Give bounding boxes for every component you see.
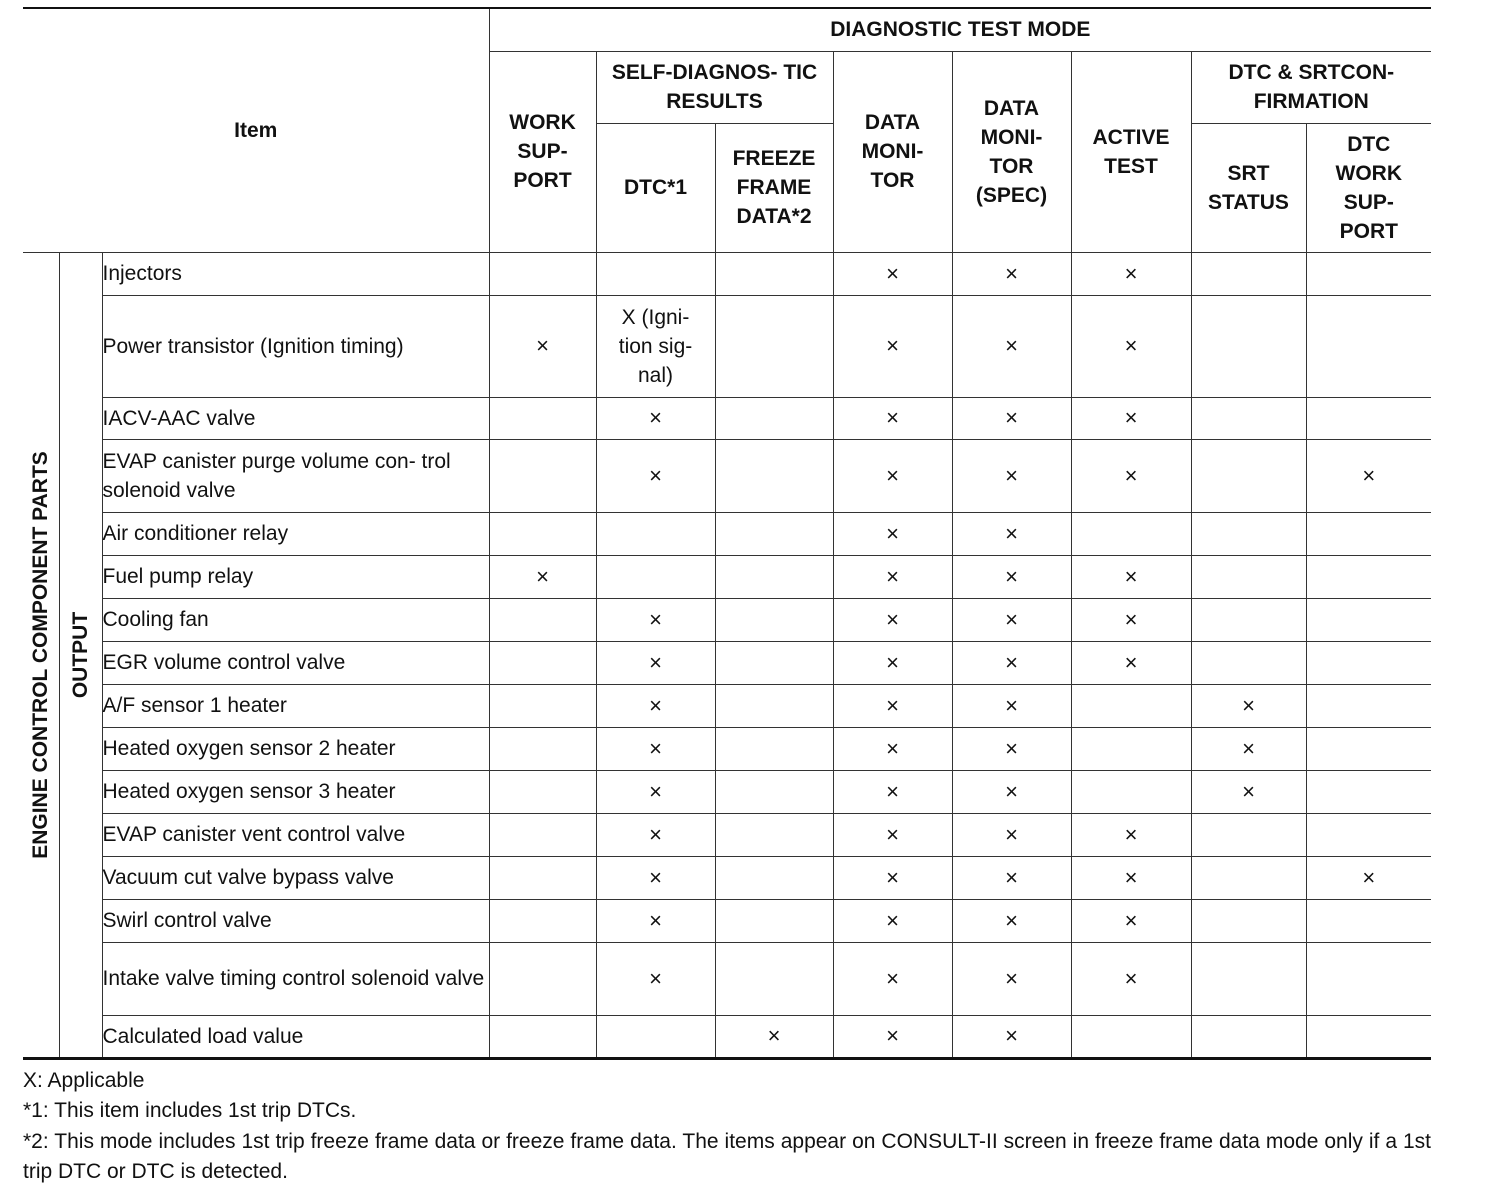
active-test-header: ACTIVE TEST bbox=[1071, 51, 1191, 252]
work-support-cell bbox=[489, 641, 596, 684]
data-monitor-cell: × bbox=[833, 598, 952, 641]
dtc-cell: X (Igni- tion sig- nal) bbox=[596, 295, 715, 397]
freeze-frame-cell bbox=[715, 295, 833, 397]
item-name-cell: Heated oxygen sensor 3 heater bbox=[102, 770, 489, 813]
active-test-cell: × bbox=[1071, 813, 1191, 856]
freeze-frame-cell bbox=[715, 252, 833, 295]
work-support-cell bbox=[489, 1015, 596, 1058]
dtc-cell bbox=[596, 555, 715, 598]
subgroup-label-cell bbox=[59, 252, 102, 1058]
footnotes bbox=[23, 1066, 1431, 1188]
table-row bbox=[23, 641, 1431, 684]
active-test-cell: × bbox=[1071, 439, 1191, 512]
item-name-cell: EGR volume control valve bbox=[102, 641, 489, 684]
srt-status-cell bbox=[1191, 252, 1306, 295]
active-test-cell bbox=[1071, 512, 1191, 555]
item-name-cell: Fuel pump relay bbox=[102, 555, 489, 598]
dtc-cell: × bbox=[596, 813, 715, 856]
srt-status-cell bbox=[1191, 641, 1306, 684]
table-row bbox=[23, 813, 1431, 856]
data-monitor-spec-cell: × bbox=[952, 397, 1071, 439]
freeze-frame-cell bbox=[715, 899, 833, 942]
table-row bbox=[23, 439, 1431, 512]
dtc-cell: × bbox=[596, 856, 715, 899]
dtc-work-support-cell bbox=[1306, 1015, 1431, 1058]
output-label: OUTPUT bbox=[68, 611, 92, 698]
table-row bbox=[23, 770, 1431, 813]
work-support-cell bbox=[489, 512, 596, 555]
dtc-cell: × bbox=[596, 397, 715, 439]
table-row bbox=[23, 252, 1431, 295]
dtc-work-support-cell bbox=[1306, 598, 1431, 641]
work-support-cell: × bbox=[489, 295, 596, 397]
dtc-cell bbox=[596, 252, 715, 295]
data-monitor-spec-cell: × bbox=[952, 727, 1071, 770]
work-support-cell: × bbox=[489, 555, 596, 598]
data-monitor-cell: × bbox=[833, 555, 952, 598]
freeze-frame-data-header: FREEZE FRAME DATA*2 bbox=[715, 123, 833, 252]
active-test-cell bbox=[1071, 770, 1191, 813]
data-monitor-cell: × bbox=[833, 397, 952, 439]
item-name-cell: Calculated load value bbox=[102, 1015, 489, 1058]
footnote-applicable: X: Applicable bbox=[23, 1068, 145, 1092]
dtc-cell: × bbox=[596, 439, 715, 512]
freeze-frame-cell bbox=[715, 770, 833, 813]
data-monitor-header: DATA MONI- TOR bbox=[833, 51, 952, 252]
dtc-work-support-cell bbox=[1306, 942, 1431, 1015]
table-row bbox=[23, 684, 1431, 727]
srt-status-cell: × bbox=[1191, 770, 1306, 813]
table-row bbox=[23, 727, 1431, 770]
table-row bbox=[23, 555, 1431, 598]
dtc-srt-confirmation-header: DTC & SRTCON- FIRMATION bbox=[1191, 51, 1431, 123]
data-monitor-cell: × bbox=[833, 770, 952, 813]
data-monitor-cell: × bbox=[833, 727, 952, 770]
srt-status-cell bbox=[1191, 295, 1306, 397]
dtc-cell: × bbox=[596, 641, 715, 684]
srt-status-cell bbox=[1191, 899, 1306, 942]
work-support-cell bbox=[489, 439, 596, 512]
active-test-cell: × bbox=[1071, 555, 1191, 598]
freeze-frame-cell bbox=[715, 397, 833, 439]
work-support-cell bbox=[489, 598, 596, 641]
data-monitor-spec-cell: × bbox=[952, 555, 1071, 598]
dtc-cell: × bbox=[596, 598, 715, 641]
work-support-cell bbox=[489, 856, 596, 899]
dtc-work-support-cell bbox=[1306, 512, 1431, 555]
active-test-cell bbox=[1071, 727, 1191, 770]
active-test-cell bbox=[1071, 1015, 1191, 1058]
freeze-frame-cell bbox=[715, 555, 833, 598]
work-support-cell bbox=[489, 727, 596, 770]
srt-status-cell bbox=[1191, 397, 1306, 439]
data-monitor-cell: × bbox=[833, 899, 952, 942]
diagnostic-test-mode-header: DIAGNOSTIC TEST MODE bbox=[489, 8, 1431, 51]
dtc-work-support-cell bbox=[1306, 555, 1431, 598]
data-monitor-spec-cell: × bbox=[952, 899, 1071, 942]
dtc-work-support-cell bbox=[1306, 295, 1431, 397]
data-monitor-spec-cell: × bbox=[952, 252, 1071, 295]
active-test-cell bbox=[1071, 684, 1191, 727]
data-monitor-spec-cell: × bbox=[952, 856, 1071, 899]
srt-status-cell: × bbox=[1191, 727, 1306, 770]
freeze-frame-cell bbox=[715, 684, 833, 727]
table-row bbox=[23, 295, 1431, 397]
data-monitor-cell: × bbox=[833, 942, 952, 1015]
dtc-cell: × bbox=[596, 899, 715, 942]
work-support-cell bbox=[489, 397, 596, 439]
data-monitor-spec-cell: × bbox=[952, 942, 1071, 1015]
active-test-cell: × bbox=[1071, 598, 1191, 641]
work-support-cell bbox=[489, 684, 596, 727]
dtc-cell: × bbox=[596, 942, 715, 1015]
item-name-cell: Intake valve timing control solenoid valve bbox=[102, 942, 489, 1015]
dtc-header: DTC*1 bbox=[596, 123, 715, 252]
table-row bbox=[23, 397, 1431, 439]
dtc-work-support-cell bbox=[1306, 899, 1431, 942]
table-row bbox=[23, 1015, 1431, 1058]
dtc-work-support-cell bbox=[1306, 727, 1431, 770]
freeze-frame-cell bbox=[715, 439, 833, 512]
active-test-cell: × bbox=[1071, 295, 1191, 397]
data-monitor-spec-cell: × bbox=[952, 512, 1071, 555]
diagnostic-test-mode-document bbox=[23, 7, 1431, 1188]
active-test-cell: × bbox=[1071, 899, 1191, 942]
data-monitor-cell: × bbox=[833, 813, 952, 856]
group-label-cell bbox=[23, 252, 59, 1058]
freeze-frame-cell bbox=[715, 598, 833, 641]
item-name-cell: EVAP canister vent control valve bbox=[102, 813, 489, 856]
work-support-cell bbox=[489, 899, 596, 942]
data-monitor-spec-cell: × bbox=[952, 439, 1071, 512]
item-name-cell: A/F sensor 1 heater bbox=[102, 684, 489, 727]
freeze-frame-cell bbox=[715, 727, 833, 770]
srt-status-cell bbox=[1191, 512, 1306, 555]
active-test-cell: × bbox=[1071, 397, 1191, 439]
data-monitor-spec-header: DATA MONI- TOR (SPEC) bbox=[952, 51, 1071, 252]
diagnostic-mode-table bbox=[23, 7, 1431, 1060]
srt-status-cell bbox=[1191, 1015, 1306, 1058]
data-monitor-cell: × bbox=[833, 1015, 952, 1058]
data-monitor-cell: × bbox=[833, 641, 952, 684]
dtc-work-support-cell bbox=[1306, 813, 1431, 856]
dtc-work-support-cell: × bbox=[1306, 856, 1431, 899]
item-name-cell: Cooling fan bbox=[102, 598, 489, 641]
dtc-cell bbox=[596, 1015, 715, 1058]
item-name-cell: EVAP canister purge volume con- trol solenoid valve bbox=[102, 439, 489, 512]
footnote-1: *1: This item includes 1st trip DTCs. bbox=[23, 1099, 357, 1122]
freeze-frame-cell bbox=[715, 942, 833, 1015]
work-support-cell bbox=[489, 770, 596, 813]
freeze-frame-cell bbox=[715, 856, 833, 899]
data-monitor-cell: × bbox=[833, 684, 952, 727]
data-monitor-spec-cell: × bbox=[952, 598, 1071, 641]
table-row bbox=[23, 512, 1431, 555]
dtc-cell: × bbox=[596, 727, 715, 770]
table-row bbox=[23, 856, 1431, 899]
dtc-work-support-cell bbox=[1306, 770, 1431, 813]
data-monitor-spec-cell: × bbox=[952, 770, 1071, 813]
table-body bbox=[23, 252, 1431, 1058]
freeze-frame-cell bbox=[715, 641, 833, 684]
data-monitor-cell: × bbox=[833, 439, 952, 512]
item-name-cell: Air conditioner relay bbox=[102, 512, 489, 555]
dtc-cell bbox=[596, 512, 715, 555]
data-monitor-cell: × bbox=[833, 856, 952, 899]
data-monitor-spec-cell: × bbox=[952, 295, 1071, 397]
dtc-work-support-cell bbox=[1306, 252, 1431, 295]
active-test-cell: × bbox=[1071, 641, 1191, 684]
dtc-cell: × bbox=[596, 684, 715, 727]
footnote-2: *2: This mode includes 1st trip freeze frame data or freeze frame data. The items appear on CONSULT-II screen in freeze frame data mode only if a 1st trip DTC or DTC is detected. bbox=[23, 1129, 1431, 1183]
data-monitor-spec-cell: × bbox=[952, 684, 1071, 727]
srt-status-cell: × bbox=[1191, 684, 1306, 727]
work-support-header: WORK SUP- PORT bbox=[489, 51, 596, 252]
active-test-cell: × bbox=[1071, 856, 1191, 899]
dtc-cell: × bbox=[596, 770, 715, 813]
srt-status-cell bbox=[1191, 856, 1306, 899]
data-monitor-cell: × bbox=[833, 512, 952, 555]
freeze-frame-cell: × bbox=[715, 1015, 833, 1058]
srt-status-cell bbox=[1191, 555, 1306, 598]
dtc-work-support-cell bbox=[1306, 684, 1431, 727]
dtc-work-support-header: DTC WORK SUP- PORT bbox=[1306, 123, 1431, 252]
item-name-cell: Heated oxygen sensor 2 heater bbox=[102, 727, 489, 770]
table-row bbox=[23, 942, 1431, 1015]
self-diagnostic-results-header: SELF-DIAGNOS- TIC RESULTS bbox=[596, 51, 833, 123]
freeze-frame-cell bbox=[715, 512, 833, 555]
srt-status-cell bbox=[1191, 942, 1306, 1015]
item-name-cell: Swirl control valve bbox=[102, 899, 489, 942]
work-support-cell bbox=[489, 252, 596, 295]
item-name-cell: Vacuum cut valve bypass valve bbox=[102, 856, 489, 899]
table-row bbox=[23, 899, 1431, 942]
item-name-cell: Injectors bbox=[102, 252, 489, 295]
srt-status-cell bbox=[1191, 813, 1306, 856]
work-support-cell bbox=[489, 942, 596, 1015]
item-column-header: Item bbox=[23, 8, 489, 252]
active-test-cell: × bbox=[1071, 252, 1191, 295]
data-monitor-spec-cell: × bbox=[952, 1015, 1071, 1058]
data-monitor-cell: × bbox=[833, 295, 952, 397]
srt-status-cell bbox=[1191, 598, 1306, 641]
freeze-frame-cell bbox=[715, 813, 833, 856]
engine-control-component-parts-label: ENGINE CONTROL COMPONENT PARTS bbox=[28, 450, 52, 859]
item-name-cell: Power transistor (Ignition timing) bbox=[102, 295, 489, 397]
dtc-work-support-cell: × bbox=[1306, 439, 1431, 512]
data-monitor-spec-cell: × bbox=[952, 641, 1071, 684]
srt-status-cell bbox=[1191, 439, 1306, 512]
data-monitor-cell: × bbox=[833, 252, 952, 295]
data-monitor-spec-cell: × bbox=[952, 813, 1071, 856]
srt-status-header: SRT STATUS bbox=[1191, 123, 1306, 252]
item-name-cell: IACV-AAC valve bbox=[102, 397, 489, 439]
table-row bbox=[23, 598, 1431, 641]
work-support-cell bbox=[489, 813, 596, 856]
dtc-work-support-cell bbox=[1306, 641, 1431, 684]
dtc-work-support-cell bbox=[1306, 397, 1431, 439]
active-test-cell: × bbox=[1071, 942, 1191, 1015]
